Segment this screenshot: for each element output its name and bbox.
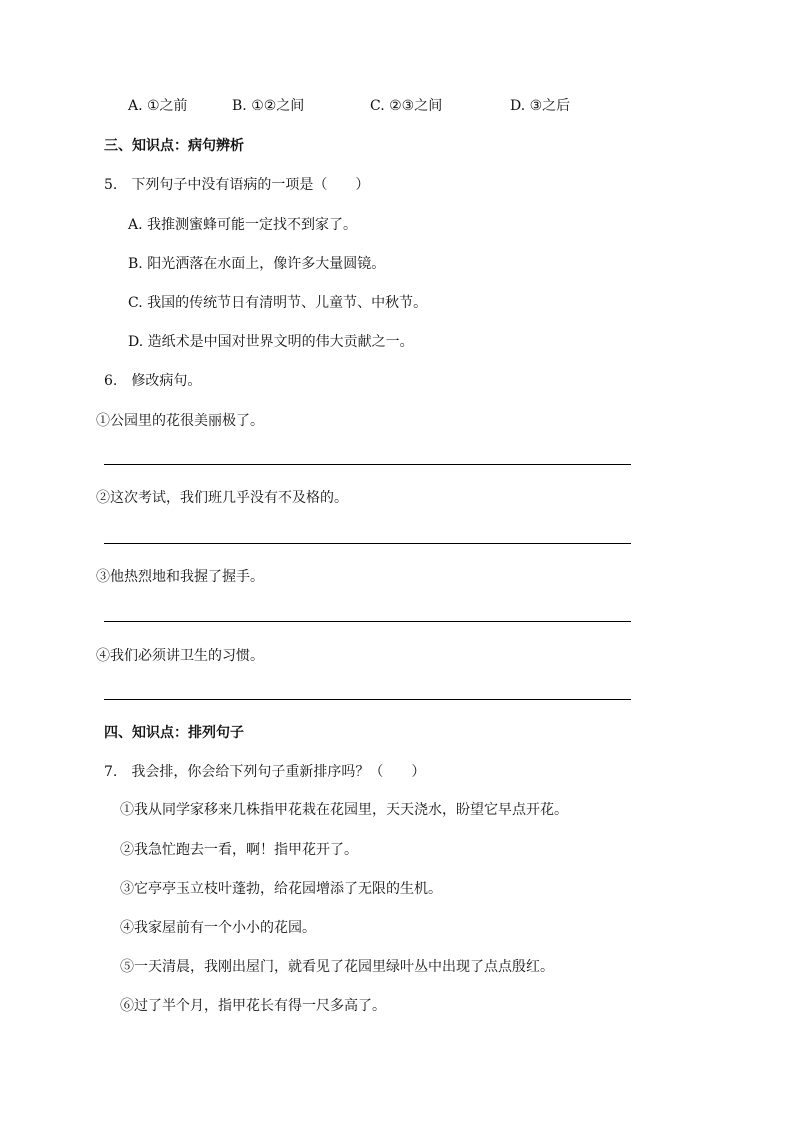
q7-sentence-1: ①我从同学家移来几株指甲花栽在花园里，天天浇水，盼望它早点开花。 xyxy=(120,802,568,818)
q4-option-d: D. ③之后 xyxy=(510,98,571,114)
q4-option-c: C. ②③之间 xyxy=(370,98,443,114)
q7-sentence-6: ⑥过了半个月，指甲花长有得一尺多高了。 xyxy=(120,998,386,1014)
q7-stem: 7. 我会排，你会给下列句子重新排序吗？（ ） xyxy=(104,764,426,780)
answer-line-1[interactable] xyxy=(104,464,631,465)
answer-line-4[interactable] xyxy=(104,699,631,700)
q6-item-2: ②这次考试，我们班几乎没有不及格的。 xyxy=(96,490,348,506)
q5-option-b: B. 阳光洒落在水面上，像许多大量圆镜。 xyxy=(128,256,386,272)
q5-option-d: D. 造纸术是中国对世界文明的伟大贡献之一。 xyxy=(128,334,414,350)
q7-sentence-4: ④我家屋前有一个小小的花园。 xyxy=(120,920,316,936)
section-heading-4: 四、知识点：排列句子 xyxy=(104,725,244,741)
q7-sentence-2: ②我急忙跑去一看，啊！指甲花开了。 xyxy=(120,842,358,858)
answer-line-2[interactable] xyxy=(104,543,631,544)
q5-option-c: C. 我国的传统节日有清明节、儿童节、中秋节。 xyxy=(128,295,428,311)
q5-stem: 5. 下列句子中没有语病的一项是（ ） xyxy=(104,177,370,193)
q6-item-4: ④我们必须讲卫生的习惯。 xyxy=(96,648,264,664)
q7-sentence-3: ③它亭亭玉立枝叶蓬勃，给花园增添了无限的生机。 xyxy=(120,881,442,897)
q6-item-1: ①公园里的花很美丽极了。 xyxy=(96,413,264,429)
q6-item-3: ③他热烈地和我握了握手。 xyxy=(96,569,264,585)
section-heading-3: 三、知识点：病句辨析 xyxy=(104,138,244,154)
q4-option-b: B. ①②之间 xyxy=(232,98,305,114)
answer-line-3[interactable] xyxy=(104,621,631,622)
q7-sentence-5: ⑤一天清晨，我刚出屋门，就看见了花园里绿叶丛中出现了点点殷红。 xyxy=(120,959,554,975)
q4-option-a: A. ①之前 xyxy=(128,98,188,114)
q5-option-a: A. 我推测蜜蜂可能一定找不到家了。 xyxy=(128,217,358,233)
q6-stem: 6. 修改病句。 xyxy=(104,373,202,389)
